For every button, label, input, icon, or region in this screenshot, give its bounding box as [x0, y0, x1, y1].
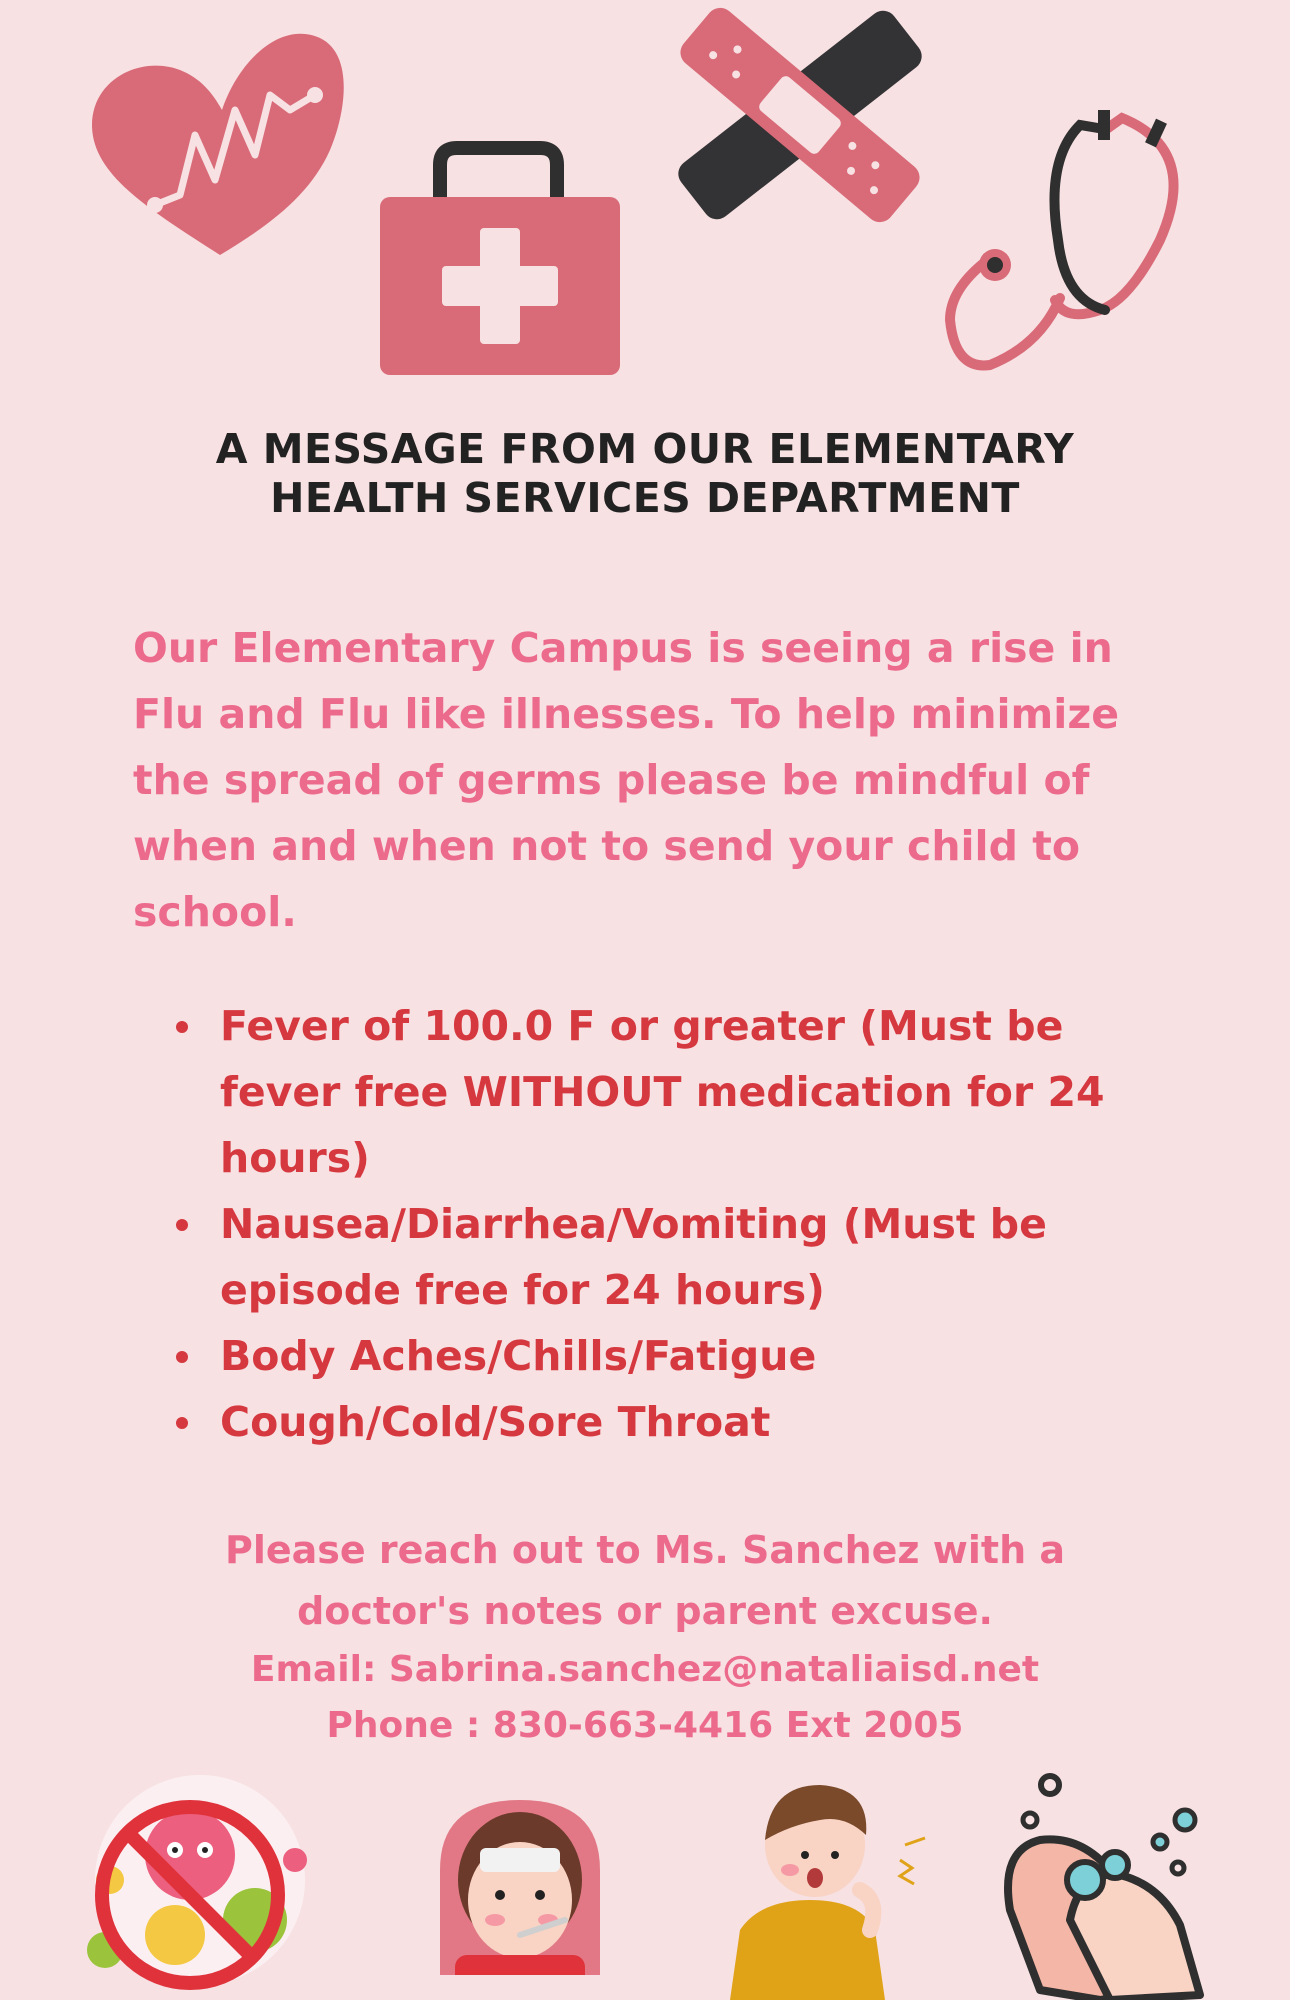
list-item: Nausea/Diarrhea/Vomiting (Must be episode free for 24 hours) [172, 1191, 1142, 1323]
sick-child-icon [430, 1800, 610, 2000]
no-germs-icon [87, 1775, 307, 1985]
list-item: Cough/Cold/Sore Throat [172, 1389, 1142, 1455]
list-item: Body Aches/Chills/Fatigue [172, 1323, 1142, 1389]
intro-paragraph: Our Elementary Campus is seeing a rise in Flu and Flu like illnesses. To help minimize the spread of germs please be mindful of when and when not to send your child to school. [133, 624, 1120, 936]
coughing-child-icon [730, 1785, 925, 2000]
title-line-2: HEALTH SERVICES DEPARTMENT [270, 474, 1020, 522]
list-item: Fever of 100.0 F or greater (Must be fever free WITHOUT medication for 24 hours) [172, 993, 1142, 1191]
contact-line-1: Please reach out to Ms. Sanchez with a [224, 1528, 1065, 1572]
bottom-illustrations [0, 1760, 1290, 2000]
contact-block [90, 1520, 1200, 1754]
contact-line-2: doctor's notes or parent excuse. [297, 1589, 993, 1633]
contact-phone[interactable]: Phone : 830-663-4416 Ext 2005 [326, 1705, 964, 1746]
first-aid-kit-icon [380, 148, 620, 375]
page-title [90, 425, 1200, 523]
heartbeat-icon [92, 34, 344, 255]
bandage-icon [673, 2, 928, 228]
stethoscope-icon [950, 110, 1174, 365]
symptom-list [172, 993, 1142, 1455]
contact-email[interactable]: Email: Sabrina.sanchez@nataliaisd.net [250, 1649, 1040, 1690]
title-line-1: A MESSAGE FROM OUR ELEMENTARY [215, 425, 1075, 473]
handwashing-icon [1008, 1776, 1200, 2000]
top-illustrations [0, 0, 1290, 400]
